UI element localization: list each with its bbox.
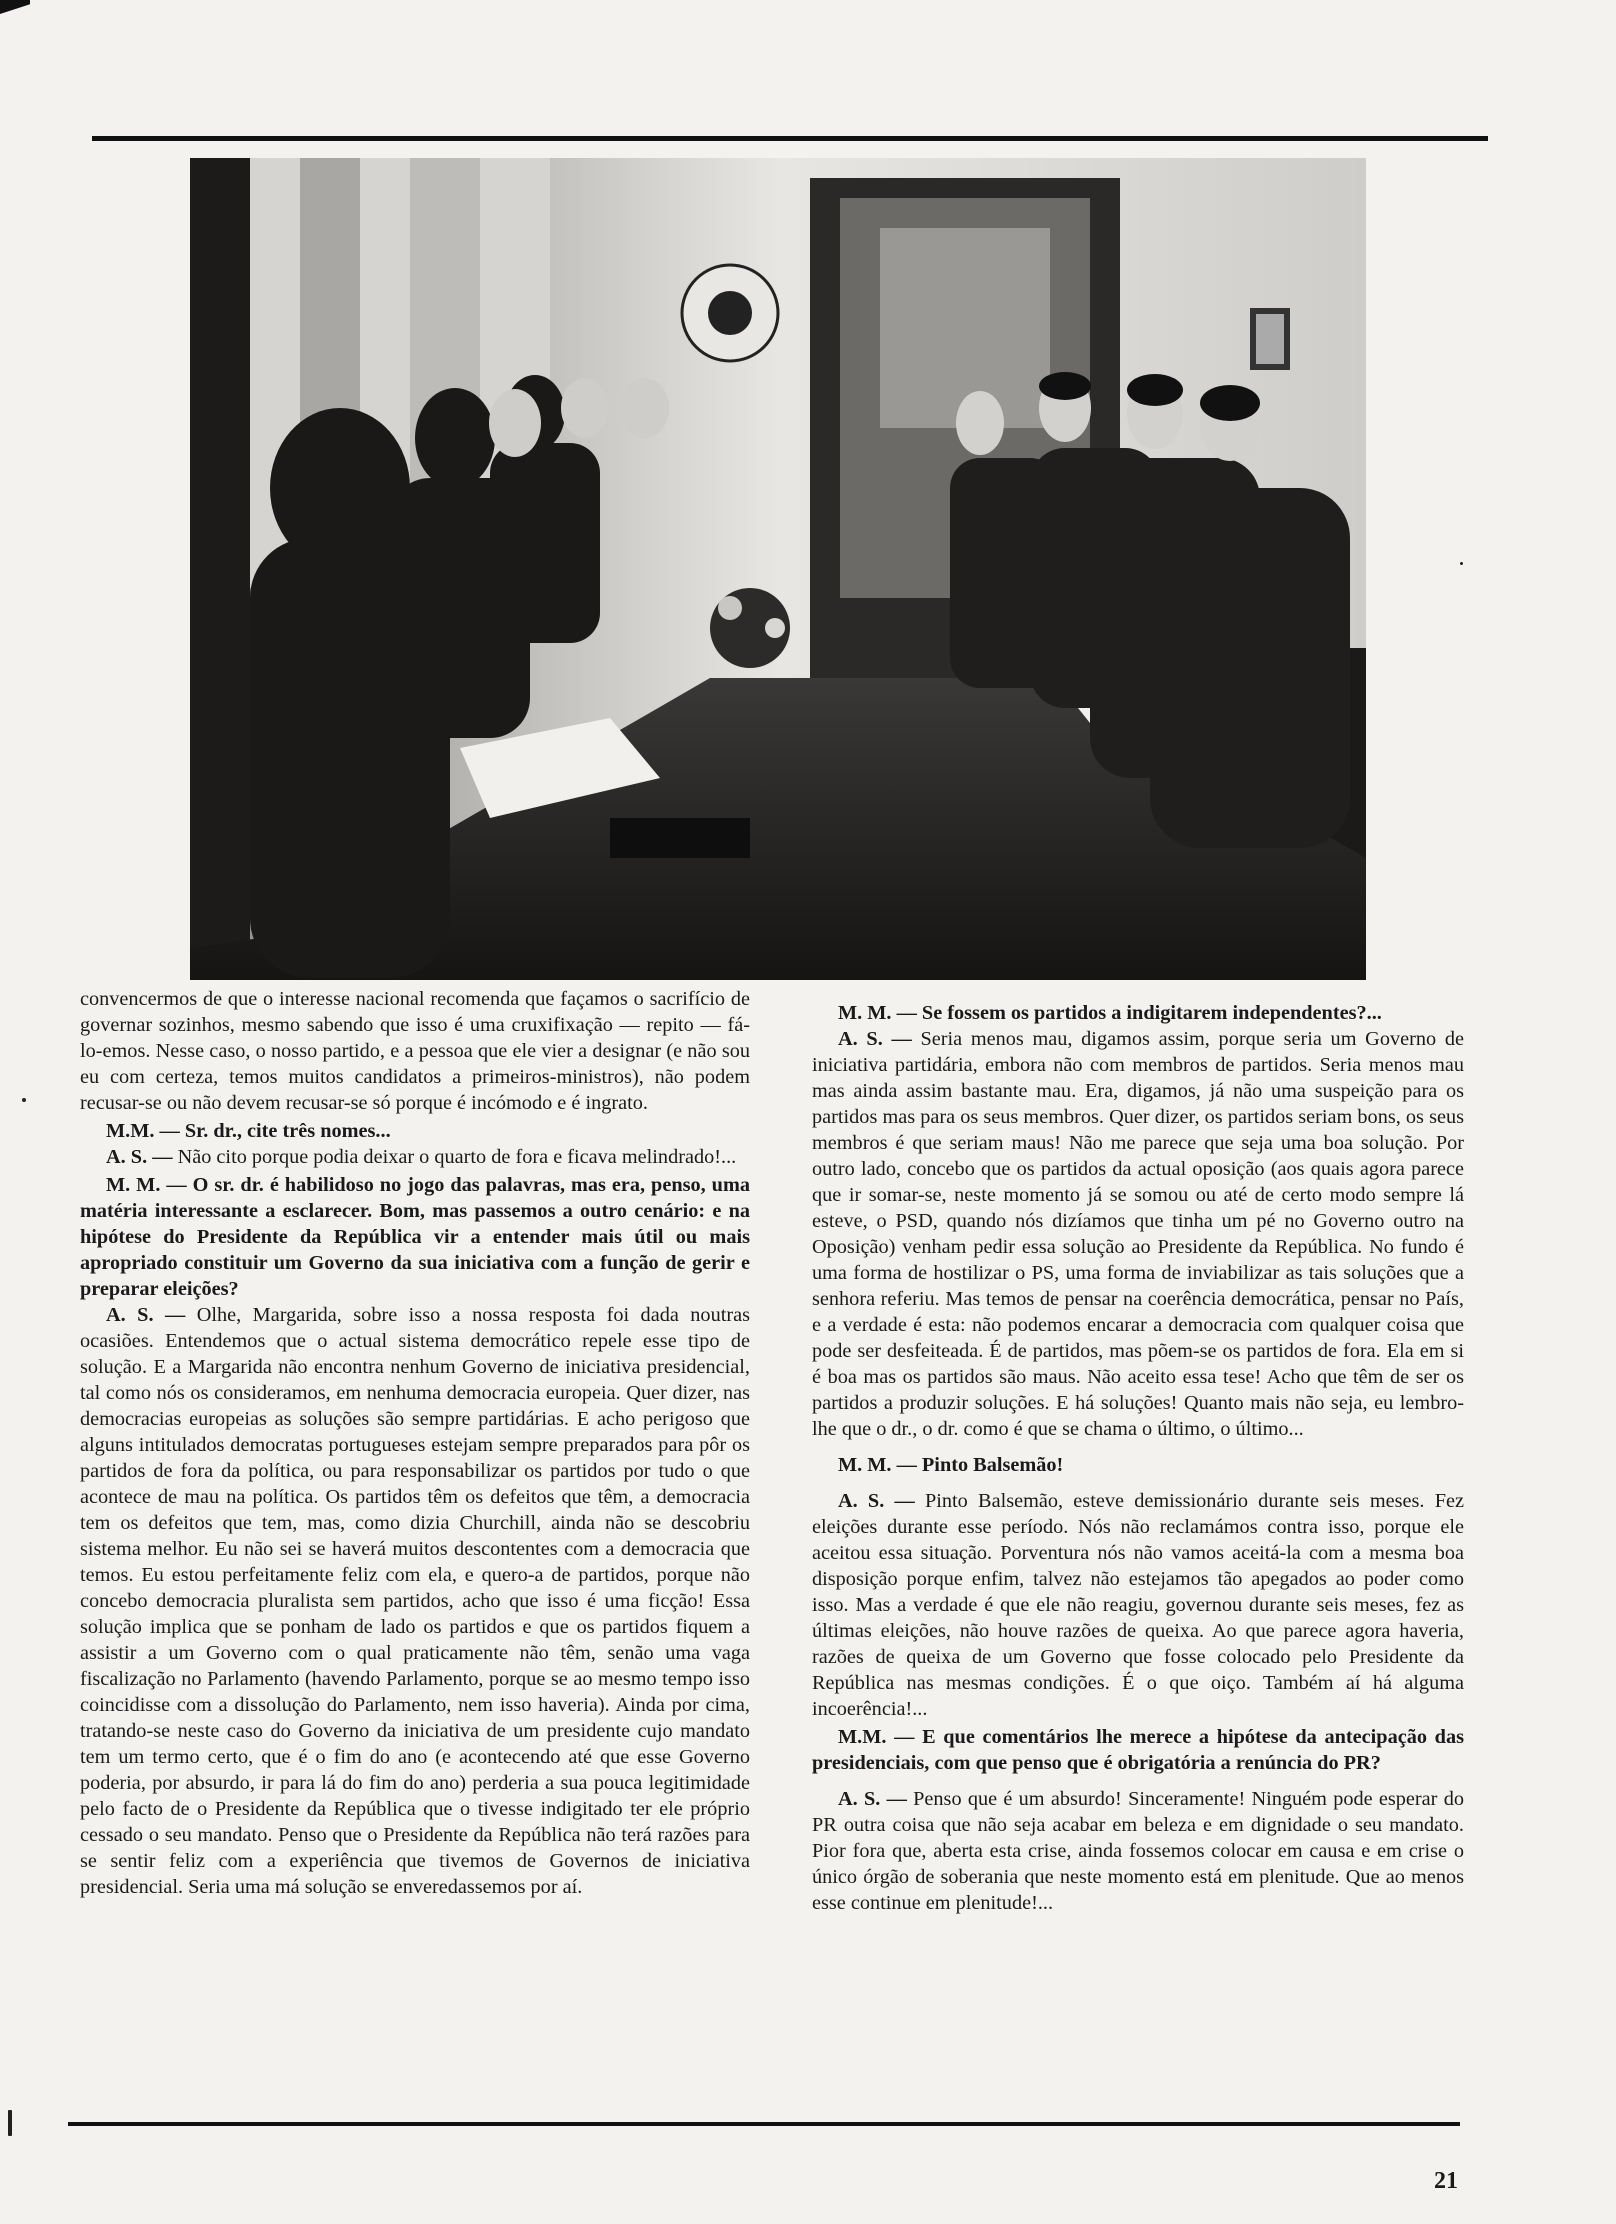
right-column <box>812 998 1464 1916</box>
bottom-rule <box>68 2122 1460 2126</box>
answer-text: Seria menos mau, digamos assim, porque seria um Governo de iniciativa partidária, embora não com membros de partidos. Seria menos mau mas ainda assim bastante mau. Era, digamos, já não uma suspeição para os partidos mas para os seus membros. Quer dizer, os partidos seriam bons, os seus membros é que seriam maus! Não me parece que seja uma boa solução. Por outro lado, concebo que os partidos da actual oposição (aos quais agora parece que ir somar-se, neste momento já se somou ou até de certo modo sempre lá esteve, o PSD, quando nós dizíamos que tinha um pé no Governo outro na Oposição) venham pedir essa solução ao Presidente da República. No fundo é uma forma de hostilizar o PS, uma forma de inviabilizar as tais soluções que a senhora referiu. Mas temos de pensar na coerência democrática, pensar no País, e a verdade é esta: não podemos encarar a democracia com qualquer coisa que pode ser desfeiteada. É de partidos, mas põem-se os partidos de fora. Ela em si é boa mas os partidos são maus. Não aceito essa tese! Acho que têm de ser os partidos a produzir soluções. E há soluções! Quanto mais não seja, eu lembro-lhe que o dr., o dr. como é que se chama o último, o último... <box>812 1028 1464 1440</box>
scan-speck <box>1460 562 1463 565</box>
left-column <box>80 986 750 1900</box>
answer-presidential-elections <box>812 1786 1464 1916</box>
answer-text: Não cito porque podia deixar o quarto de fora e ficava melindrado!... <box>172 1146 737 1168</box>
answer-pinto-balsemao <box>812 1488 1464 1722</box>
speaker-label: A. S. — <box>838 1788 907 1810</box>
question-cite-names: M.M. — Sr. dr., cite três nomes... <box>106 1120 391 1142</box>
speaker-label: A. S. — <box>106 1304 186 1326</box>
question-presidential-elections: M.M. — E que comentários lhe merece a hipótese da antecipação das presidenciais, com que penso que é obrigatória a renúncia do PR? <box>812 1726 1464 1774</box>
left-paragraph-1: convencermos de que o interesse nacional recomenda que façamos o sacrifício de governar sozinhos, mesmo sabendo que isso é uma cruxifixação — repito — fá-lo-emos. Nesse caso, o nosso partido, e a pessoa que ele vier a designar (e não sou eu com certeza, temos muitos candidatos a primeiros-ministros), não podem recusar-se ou não devem recusar-se só porque é incómodo e é ingrato. <box>80 988 750 1114</box>
photo-illustration <box>190 158 1366 980</box>
scan-corner-mark <box>0 0 30 14</box>
speaker-label: A. S. — <box>106 1146 173 1168</box>
answer-text: Pinto Balsemão, esteve demissionário durante seis meses. Fez eleições durante esse período. Nós não reclamámos contra isso, porque ele aceitou essa situação. Porventura nós não vamos aceitá-la com a mesma boa disposição porque enfim, talvez não estejamos tão apegados ao poder como isso. Mas a verdade é que ele não reagiu, governou durante seis meses, fez as últimas eleições, não houve razões de queixa. Ao que parece agora haveria, razões de queixa de um Governo que fosse colocado pelo Presidente da República nas mesmas condições. É o que oiço. Também aí há alguma incoerência!... <box>812 1490 1464 1720</box>
question-presidential-government: M. M. — O sr. dr. é habilidoso no jogo das palavras, mas era, penso, uma matéria interessante a esclarecer. Bom, mas passemos a outro cenário: e na hipótese do Presidente da República vir a entender mais útil ou mais apropriado constituir um Governo da sua iniciativa com a função de gerir e preparar eleições? <box>80 1174 750 1300</box>
speaker-label: A. S. — <box>838 1490 915 1512</box>
answer-presidential-government <box>80 1302 750 1900</box>
answer-text: Olhe, Margarida, sobre isso a nossa resposta foi dada noutras ocasiões. Entendemos que o actual sistema democrático repele esse tipo de solução. E a Margarida não encontra nenhum Governo de iniciativa presidencial, tal como nós os consideramos, em nenhuma democracia europeia. Quer dizer, nas democracias europeias as soluções são sempre partidárias. E acho perigoso que alguns intitulados democratas portugueses estejam sempre preparados para pôr os partidos de fora da política, ou para responsabilizar os partidos por tudo o que acontece de mau na política. Os partidos têm os defeitos que têm, a democracia tem os defeitos que tem, mas, como dizia Churchill, ainda não se descobriu sistema melhor. Eu não sei se haverá muitos descontentes com a democracia que temos. Eu estou perfeitamente feliz com ela, e quero-a de partidos, porque não concebo democracia pluralista sem partidos, acho que isso é uma ficção! Essa solução implica que se ponham de lado os partidos e que os partidos fiquem a assistir a um Governo com o qual praticamente não têm, senão uma vaga fiscalização no Parlamento (havendo Parlamento, porque se ao mesmo tempo isso coincidisse com a dissolução do Parlamento, nem isso haveria). Ainda por cima, tratando-se neste caso do Governo da iniciativa de um presidente cujo mandato tem um termo certo, que é o fim do ano (e acontecendo até que esse Governo poderia, por absurdo, ir para lá do fim do ano) perderia a sua pouca legitimidade pelo facto de o Presidente da República que o tivesse indigitado ter ele próprio cessado o seu mandato. Penso que o Presidente da República não terá razões para se sentir feliz com a experiência que tivemos de Governos de iniciativa presidencial. Seria uma má solução se enveredassemos por aí. <box>80 1304 750 1898</box>
scan-edge-mark <box>8 2110 12 2136</box>
speaker-label: A. S. — <box>838 1028 912 1050</box>
answer-independents <box>812 1026 1464 1442</box>
question-pinto-balsemao: M. M. — Pinto Balsemão! <box>838 1454 1064 1476</box>
top-rule <box>92 136 1488 141</box>
question-independents: M. M. — Se fossem os partidos a indigitarem independentes?... <box>838 1002 1382 1024</box>
answer-cite-names <box>80 1144 750 1170</box>
answer-text: Penso que é um absurdo! Sinceramente! Ninguém pode esperar do PR outra coisa que não seja acabar em beleza e em dignidade o seu mandato. Pior fora que, aberta esta crise, ainda fossemos colocar em causa e em crise o único órgão de soberania que neste momento está em plenitude. Que ao menos esse continue em plenitude!... <box>812 1788 1464 1914</box>
meeting-photo <box>190 158 1366 980</box>
page-number: 21 <box>1434 2168 1458 2194</box>
scan-speck <box>22 1098 26 1102</box>
